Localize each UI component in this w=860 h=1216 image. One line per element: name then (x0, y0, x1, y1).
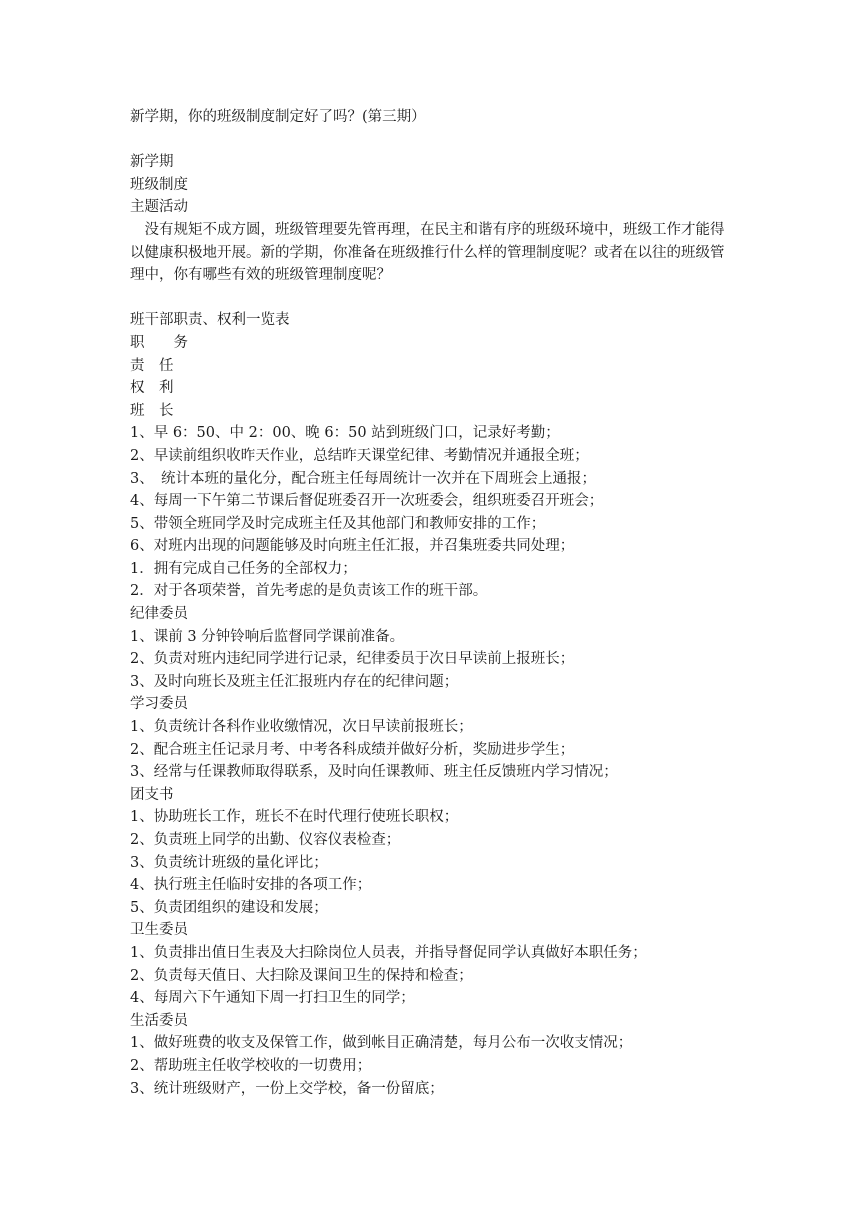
duty-line: 2、帮助班主任收学校收的一切费用； (130, 1057, 372, 1074)
tag-line: 新学期 (130, 154, 174, 171)
duty-line: 3、及时向班长及班主任汇报班内存在的纪律问题； (130, 673, 459, 690)
role-hygiene: 卫生委员 (130, 922, 188, 939)
intro-paragraph: 没有规矩不成方圆，班级管理要先管再理，在民主和谐有序的班级环境中，班级工作才能得以健康积极地开展。新的学期，你准备在班级推行什么样的管理制度呢？或者在以往的班级管理中，你有哪些有效的班级管理制度呢？ (130, 221, 725, 284)
right-line: 1．拥有完成自己任务的全部权力； (130, 560, 357, 577)
right-line: 2．对于各项荣誉，首先考虑的是负责该工作的班干部。 (130, 583, 488, 600)
duty-line: 1、负责排出值日生表及大扫除岗位人员表，并指导督促同学认真做好本职任务； (130, 944, 647, 961)
table-title: 班干部职责、权利一览表 (130, 312, 290, 329)
duty-line: 4、执行班主任临时安排的各项工作； (130, 877, 372, 894)
duty-line: 1、早 6：50、中 2：00、晚 6：50 站到班级门口，记录好考勤； (130, 425, 560, 442)
tag-line: 主题活动 (130, 199, 188, 216)
role-discipline: 纪律委员 (130, 606, 188, 623)
duty-line: 3、 统计本班的量化分，配合班主任每周统计一次并在下周班会上通报； (130, 470, 596, 487)
tag-line: 班级制度 (130, 176, 188, 193)
duty-line: 3、负责统计班级的量化评比； (130, 854, 328, 871)
table-header: 责 任 (130, 357, 174, 374)
duty-line: 1、课前 3 分钟铃响后监督同学课前准备。 (130, 628, 405, 645)
duty-line: 3、统计班级财产，一份上交学校，备一份留底； (130, 1080, 444, 1097)
duty-line: 2、负责对班内违纪同学进行记录，纪律委员于次日早读前上报班长； (130, 651, 575, 668)
spacer (130, 129, 730, 152)
table-header: 权 利 (130, 380, 174, 397)
role-monitor: 班 长 (130, 402, 174, 419)
duty-line: 1、协助班长工作，班长不在时代理行使班长职权； (130, 809, 459, 826)
duty-line: 2、早读前组织收昨天作业，总结昨天课堂纪律、考勤情况并通报全班； (130, 447, 589, 464)
duty-line: 2、负责每天值日、大扫除及课间卫生的保持和检查； (130, 967, 473, 984)
role-league: 团支书 (130, 786, 174, 803)
duty-line: 4、每周一下午第二节课后督促班委召开一次班委会，组织班委召开班会； (130, 493, 604, 510)
document-title: 新学期，你的班级制度制定好了吗？(第三期） (130, 109, 426, 125)
duty-line: 3、经常与任课教师取得联系，及时向任课教师、班主任反馈班内学习情况； (130, 764, 618, 781)
duty-line: 6、对班内出现的问题能够及时向班主任汇报，并召集班委共同处理； (130, 538, 575, 555)
duty-line: 1、做好班费的收支及保管工作，做到帐目正确清楚，每月公布一次收支情况； (130, 1035, 633, 1052)
duty-line: 5、带领全班同学及时完成班主任及其他部门和教师安排的工作； (130, 515, 546, 532)
document-page (130, 106, 730, 1100)
role-study: 学习委员 (130, 696, 188, 713)
duty-line: 5、负责团组织的建设和发展； (130, 899, 328, 916)
duty-line: 2、负责班上同学的出勤、仪容仪表检查； (130, 832, 401, 848)
role-life: 生活委员 (130, 1012, 188, 1029)
table-header: 职 务 (130, 334, 188, 351)
duty-line: 1、负责统计各科作业收缴情况，次日早读前报班长； (130, 719, 473, 736)
spacer (130, 287, 730, 310)
duty-line: 4、每周六下午通知下周一打扫卫生的同学； (130, 990, 415, 1007)
duty-line: 2、配合班主任记录月考、中考各科成绩并做好分析，奖励进步学生； (130, 741, 575, 758)
